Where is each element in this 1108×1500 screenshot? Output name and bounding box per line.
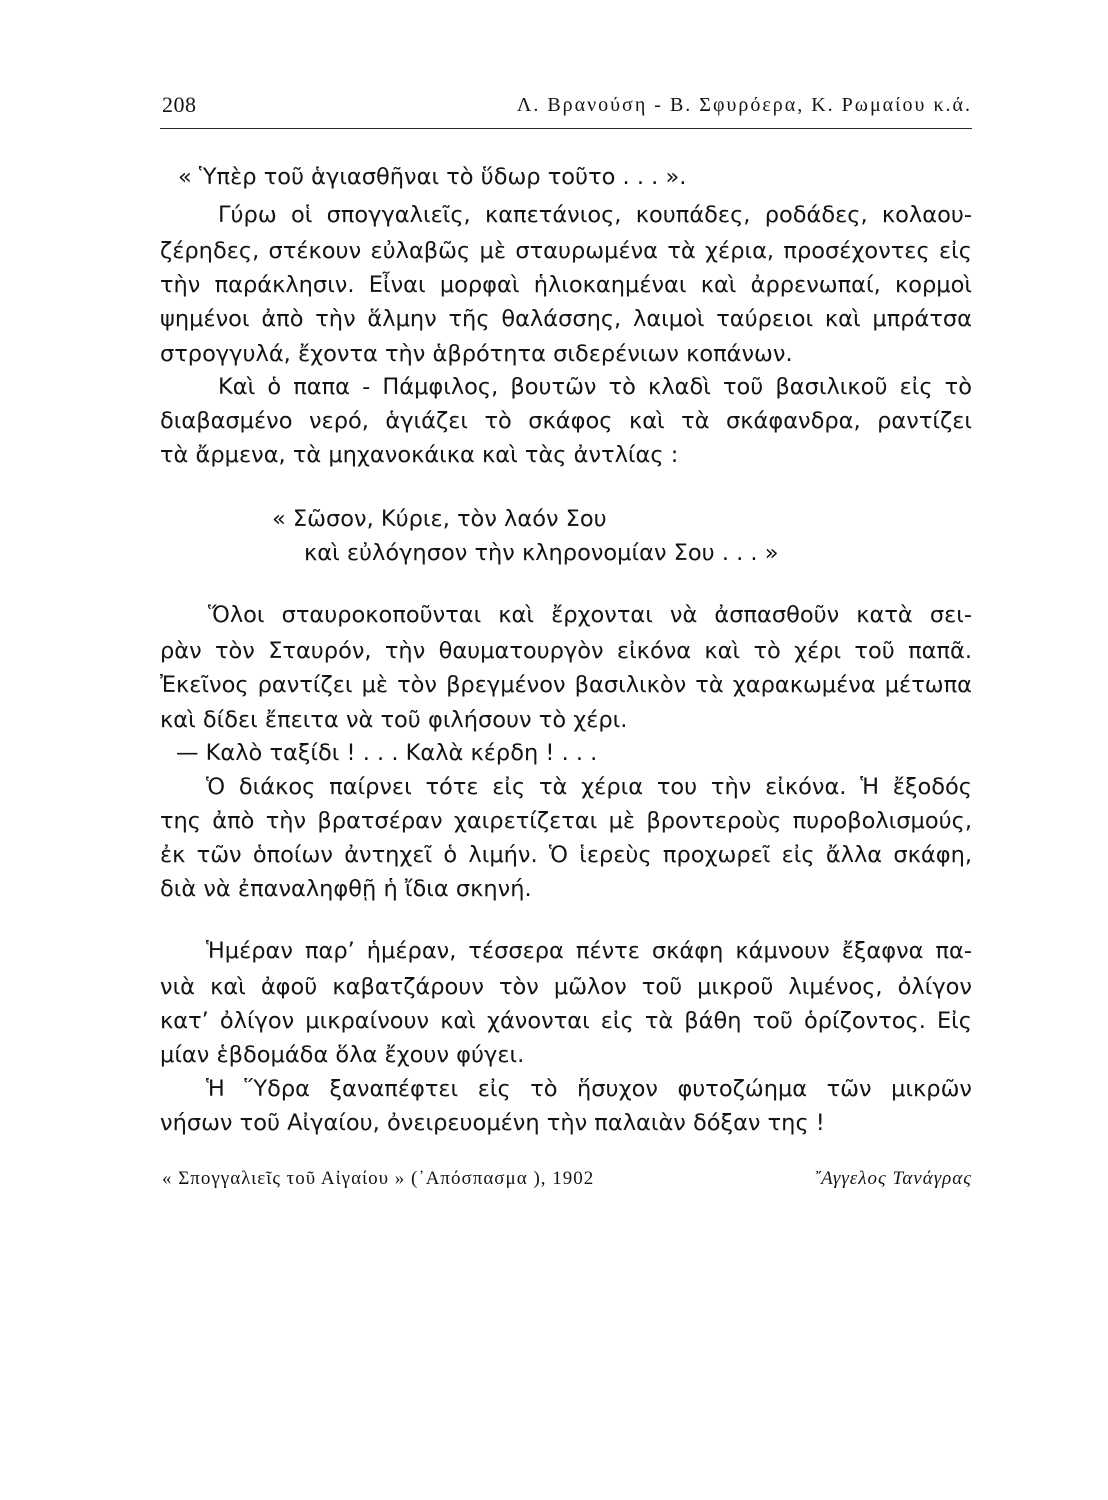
verse-line: « Σῶσον, Κύριε, τὸν λαόν Σου <box>272 506 607 532</box>
page-footer <box>160 1168 972 1198</box>
text-line: τὰ ἄρμενα, τὰ μηχανοκάικα καὶ τὰς ἀντλίας : <box>160 442 679 468</box>
text-line: ἐκ τῶν ὁποίων ἀντηχεῖ ὁ λιμήν. Ὁ ἱερεὺς προχωρεῖ εἰς ἄλλα σκάφη, <box>160 842 972 868</box>
text-line: Καὶ ὁ παπα - Πάμφιλος, βουτῶν τὸ κλαδὶ τοῦ βασιλικοῦ εἰς τὸ <box>218 374 972 400</box>
text-line: Ἡμέραν παρ’ ἡμέραν, τέσσερα πέντε σκάφη κάμνουν ἔξαφνα πα- <box>206 938 972 964</box>
text-line: διὰ νὰ ἐπαναληφθῇ ἡ ἴδια σκηνή. <box>160 876 532 902</box>
text-line: Ὁ διάκος παίρνει τότε εἰς τὰ χέρια του τὴν εἰκόνα. Ἡ ἔξοδός <box>206 774 972 800</box>
text-line: τὴν παράκλησιν. Εἶναι μορφαὶ ἡλιοκαημέναι καὶ ἀρρενωπαί, κορμοὶ <box>160 272 972 298</box>
text-line: στρογγυλά, ἔχοντα τὴν ἁβρότητα σιδερένιων κοπάνων. <box>160 341 793 367</box>
author-signature: ῎Αγγελος Τανάγρας <box>813 1168 972 1189</box>
text-line: καὶ δίδει ἔπειτα νὰ τοῦ φιλήσουν τὸ χέρι. <box>160 707 628 733</box>
text-line: Γύρω οἱ σπογγαλιεῖς, καπετάνιος, κουπάδες, ροδάδες, κολαου- <box>218 202 972 228</box>
text-line: ψημένοι ἀπὸ τὴν ἅλμην τῆς θαλάσσης, λαιμοὶ ταύρειοι καὶ μπράτσα <box>160 306 972 332</box>
text-line: κατ’ ὀλίγον μικραίνουν καὶ χάνονται εἰς τὰ βάθη τοῦ ὁρίζοντος. Εἰς <box>160 1008 972 1034</box>
text-line: ρὰν τὸν Σταυρόν, τὴν θαυματουργὸν εἰκόνα καὶ τὸ χέρι τοῦ παπᾶ. <box>160 638 972 664</box>
text-line: διαβασμένο νερό, ἁγιάζει τὸ σκάφος καὶ τὰ σκάφανδρα, ραντίζει <box>160 408 972 434</box>
text-line: μίαν ἑβδομάδα ὅλα ἔχουν φύγει. <box>160 1042 525 1068</box>
dialogue-line: — Καλὸ ταξίδι ! . . . Καλὰ κέρδη ! . . . <box>176 740 598 766</box>
text-line: Ἡ Ὕδρα ξαναπέφτει εἰς τὸ ἥσυχον φυτοζώημα τῶν μικρῶν <box>206 1076 972 1102</box>
text-line: της ἀπὸ τὴν βρατσέραν χαιρετίζεται μὲ βροντεροὺς πυροβολισμούς, <box>160 808 972 834</box>
page-number: 208 <box>162 92 197 117</box>
text-line: Ὅλοι σταυροκοποῦνται καὶ ἔρχονται νὰ ἀσπασθοῦν κατὰ σει- <box>208 602 972 628</box>
running-title: Λ. Βρανούση - Β. Σφυρόερα, Κ. Ρωμαίου κ.ά. <box>516 94 972 116</box>
text-line: Ἐκεῖνος ραντίζει μὲ τὸν βρεγμένον βασιλικὸν τὰ χαρακωμένα μέτωπα <box>160 672 972 698</box>
text-line: νήσων τοῦ Αἰγαίου, ὀνειρευομένη τὴν παλαιὰν δόξαν της ! <box>160 1110 825 1136</box>
text-line: ζέρηδες, στέκουν εὐλαβῶς μὲ σταυρωμένα τὰ χέρια, προσέχοντες εἰς <box>160 238 972 264</box>
page-header <box>160 88 972 129</box>
text-line: « Ὑπὲρ τοῦ ἁγιασθῆναι τὸ ὕδωρ τοῦτο . . . ». <box>178 164 687 190</box>
text-line: νιὰ καὶ ἀφοῦ καβατζάρουν τὸν μῶλον τοῦ μικροῦ λιμένος, ὀλίγον <box>160 974 972 1000</box>
source-citation: « Σπογγαλιεῖς τοῦ Αἰγαίου » (᾿Απόσπασμα ), 1902 <box>162 1168 595 1189</box>
verse-line: καὶ εὐλόγησον τὴν κληρονομίαν Σου . . . » <box>304 540 779 566</box>
